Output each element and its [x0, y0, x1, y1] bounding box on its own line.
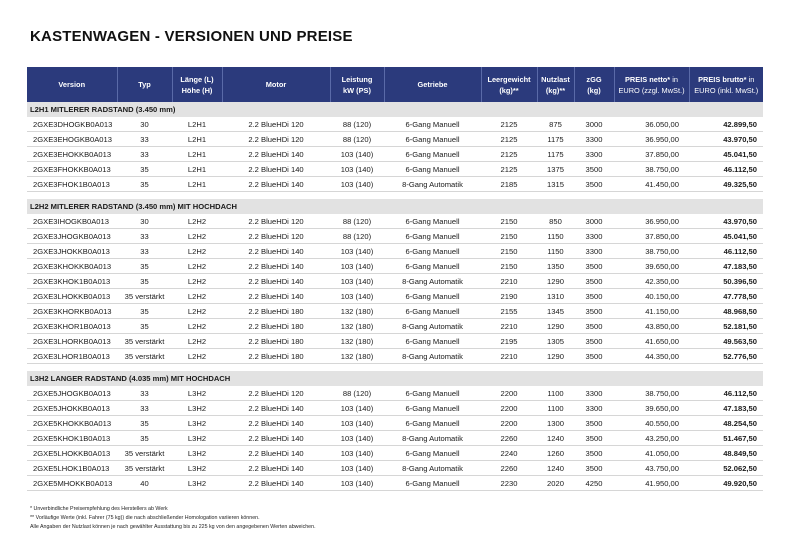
cell-motor: 2.2 BlueHDi 140	[222, 461, 330, 476]
cell-motor: 2.2 BlueHDi 140	[222, 274, 330, 289]
cell-leistung: 88 (120)	[330, 132, 384, 147]
cell-nutzlast: 2020	[537, 476, 574, 491]
cell-laenge-hoehe: L2H1	[172, 177, 222, 192]
cell-preis-brutto: 45.041,50	[689, 147, 763, 162]
cell-version: 2GXE5KHOKKB0A013	[27, 416, 117, 431]
cell-getriebe: 6-Gang Manuell	[384, 401, 481, 416]
cell-leistung: 132 (180)	[330, 319, 384, 334]
cell-version: 2GXE3LHORKB0A013	[27, 334, 117, 349]
cell-preis-netto: 41.450,00	[614, 177, 689, 192]
cell-typ: 30	[117, 117, 172, 132]
cell-laenge-hoehe: L2H2	[172, 229, 222, 244]
cell-laenge-hoehe: L2H2	[172, 259, 222, 274]
cell-version: 2GXE3EHOGKB0A013	[27, 132, 117, 147]
cell-nutzlast: 1310	[537, 289, 574, 304]
cell-preis-brutto: 42.899,50	[689, 117, 763, 132]
cell-typ: 35	[117, 416, 172, 431]
cell-getriebe: 6-Gang Manuell	[384, 259, 481, 274]
cell-leergewicht: 2200	[481, 416, 537, 431]
cell-preis-netto: 40.150,00	[614, 289, 689, 304]
cell-zgg: 3500	[574, 289, 614, 304]
cell-version: 2GXE3FHOK1B0A013	[27, 177, 117, 192]
cell-version: 2GXE3IHOGKB0A013	[27, 214, 117, 229]
cell-getriebe: 6-Gang Manuell	[384, 446, 481, 461]
table-row	[27, 162, 763, 177]
section-title: L2H1 MITLERER RADSTAND (3.450 mm)	[27, 102, 763, 117]
cell-preis-brutto: 52.062,50	[689, 461, 763, 476]
section-spacer	[27, 192, 763, 200]
cell-preis-netto: 38.750,00	[614, 244, 689, 259]
table-row	[27, 461, 763, 476]
cell-motor: 2.2 BlueHDi 140	[222, 244, 330, 259]
footnote: Alle Angaben der Nutzlast können je nach gewählter Ausstattung bis zu 225 kg von den angegebenen Werten abweichen.	[30, 524, 316, 530]
cell-typ: 35 verstärkt	[117, 349, 172, 364]
cell-nutzlast: 1375	[537, 162, 574, 177]
footnote: * Unverbindliche Preisempfehlung des Herstellers ab Werk	[30, 506, 168, 512]
cell-getriebe: 6-Gang Manuell	[384, 214, 481, 229]
cell-leistung: 132 (180)	[330, 334, 384, 349]
cell-leergewicht: 2230	[481, 476, 537, 491]
cell-leergewicht: 2125	[481, 117, 537, 132]
cell-leistung: 103 (140)	[330, 162, 384, 177]
cell-laenge-hoehe: L3H2	[172, 386, 222, 401]
cell-nutzlast: 1175	[537, 132, 574, 147]
cell-motor: 2.2 BlueHDi 120	[222, 229, 330, 244]
cell-laenge-hoehe: L3H2	[172, 416, 222, 431]
cell-nutzlast: 1150	[537, 229, 574, 244]
table-row	[27, 349, 763, 364]
cell-typ: 33	[117, 244, 172, 259]
cell-preis-brutto: 49.325,50	[689, 177, 763, 192]
section-spacer-cell	[27, 192, 763, 200]
cell-version: 2GXE5JHOGKB0A013	[27, 386, 117, 401]
cell-motor: 2.2 BlueHDi 140	[222, 446, 330, 461]
col-header-getriebe: Getriebe	[384, 67, 481, 102]
table-row	[27, 229, 763, 244]
cell-typ: 33	[117, 401, 172, 416]
cell-preis-brutto: 49.920,50	[689, 476, 763, 491]
table-body	[27, 102, 763, 491]
cell-leergewicht: 2150	[481, 244, 537, 259]
cell-nutzlast: 850	[537, 214, 574, 229]
table-row	[27, 177, 763, 192]
cell-getriebe: 6-Gang Manuell	[384, 132, 481, 147]
table-row	[27, 304, 763, 319]
cell-leistung: 103 (140)	[330, 274, 384, 289]
cell-laenge-hoehe: L3H2	[172, 446, 222, 461]
cell-laenge-hoehe: L2H2	[172, 274, 222, 289]
footnote: ** Vorläufige Werte (inkl. Fahrer (75 kg)) die nach abschließender Homologation variieren können.	[30, 515, 260, 521]
cell-getriebe: 6-Gang Manuell	[384, 162, 481, 177]
cell-typ: 33	[117, 132, 172, 147]
section-header-row	[27, 102, 763, 117]
cell-leergewicht: 2240	[481, 446, 537, 461]
cell-leistung: 103 (140)	[330, 289, 384, 304]
col-header-laenge-hoehe: Länge (L) Höhe (H)	[172, 67, 222, 102]
cell-motor: 2.2 BlueHDi 140	[222, 416, 330, 431]
cell-leergewicht: 2125	[481, 147, 537, 162]
cell-preis-brutto: 52.776,50	[689, 349, 763, 364]
cell-preis-netto: 36.950,00	[614, 132, 689, 147]
cell-leistung: 103 (140)	[330, 416, 384, 431]
col-header-zgg: zGG (kg)	[574, 67, 614, 102]
cell-preis-brutto: 46.112,50	[689, 162, 763, 177]
cell-leergewicht: 2200	[481, 401, 537, 416]
cell-version: 2GXE3LHOKKB0A013	[27, 289, 117, 304]
cell-typ: 33	[117, 229, 172, 244]
cell-typ: 33	[117, 386, 172, 401]
cell-zgg: 3500	[574, 416, 614, 431]
table-row	[27, 416, 763, 431]
cell-motor: 2.2 BlueHDi 180	[222, 304, 330, 319]
cell-leergewicht: 2125	[481, 132, 537, 147]
section-spacer	[27, 364, 763, 372]
cell-getriebe: 6-Gang Manuell	[384, 229, 481, 244]
cell-laenge-hoehe: L3H2	[172, 431, 222, 446]
cell-preis-brutto: 48.254,50	[689, 416, 763, 431]
cell-laenge-hoehe: L2H2	[172, 244, 222, 259]
cell-nutzlast: 1315	[537, 177, 574, 192]
table-row	[27, 214, 763, 229]
cell-leistung: 132 (180)	[330, 304, 384, 319]
cell-version: 2GXE3JHOGKB0A013	[27, 229, 117, 244]
cell-preis-netto: 37.850,00	[614, 229, 689, 244]
cell-preis-brutto: 48.849,50	[689, 446, 763, 461]
cell-typ: 35 verstärkt	[117, 334, 172, 349]
cell-motor: 2.2 BlueHDi 180	[222, 349, 330, 364]
cell-leergewicht: 2210	[481, 274, 537, 289]
cell-preis-netto: 40.550,00	[614, 416, 689, 431]
cell-version: 2GXE5JHOKKB0A013	[27, 401, 117, 416]
cell-preis-netto: 37.850,00	[614, 147, 689, 162]
cell-preis-netto: 41.950,00	[614, 476, 689, 491]
cell-motor: 2.2 BlueHDi 120	[222, 214, 330, 229]
cell-preis-brutto: 43.970,50	[689, 214, 763, 229]
cell-laenge-hoehe: L2H1	[172, 162, 222, 177]
cell-preis-netto: 36.950,00	[614, 214, 689, 229]
cell-zgg: 3500	[574, 446, 614, 461]
col-header-motor: Motor	[222, 67, 330, 102]
cell-leergewicht: 2210	[481, 319, 537, 334]
cell-leistung: 103 (140)	[330, 147, 384, 162]
cell-motor: 2.2 BlueHDi 140	[222, 259, 330, 274]
cell-getriebe: 8-Gang Automatik	[384, 319, 481, 334]
cell-laenge-hoehe: L2H1	[172, 117, 222, 132]
cell-zgg: 3000	[574, 117, 614, 132]
cell-typ: 35 verstärkt	[117, 461, 172, 476]
page-title: KASTENWAGEN - VERSIONEN UND PREISE	[30, 28, 353, 45]
cell-zgg: 3300	[574, 401, 614, 416]
cell-motor: 2.2 BlueHDi 140	[222, 476, 330, 491]
cell-motor: 2.2 BlueHDi 120	[222, 132, 330, 147]
cell-preis-brutto: 47.183,50	[689, 259, 763, 274]
cell-preis-netto: 41.050,00	[614, 446, 689, 461]
cell-laenge-hoehe: L3H2	[172, 401, 222, 416]
cell-motor: 2.2 BlueHDi 180	[222, 334, 330, 349]
cell-getriebe: 8-Gang Automatik	[384, 431, 481, 446]
cell-preis-brutto: 52.181,50	[689, 319, 763, 334]
table-row	[27, 132, 763, 147]
cell-getriebe: 8-Gang Automatik	[384, 349, 481, 364]
cell-zgg: 3300	[574, 386, 614, 401]
cell-version: 2GXE5MHOKKB0A013	[27, 476, 117, 491]
table-row	[27, 431, 763, 446]
cell-version: 2GXE3FHOKKB0A013	[27, 162, 117, 177]
cell-leistung: 103 (140)	[330, 476, 384, 491]
cell-motor: 2.2 BlueHDi 120	[222, 117, 330, 132]
cell-nutzlast: 1100	[537, 401, 574, 416]
cell-leergewicht: 2260	[481, 461, 537, 476]
cell-typ: 35	[117, 274, 172, 289]
cell-leergewicht: 2150	[481, 214, 537, 229]
section-header-row	[27, 199, 763, 214]
cell-leergewicht: 2150	[481, 229, 537, 244]
cell-zgg: 3300	[574, 132, 614, 147]
cell-zgg: 3500	[574, 304, 614, 319]
cell-getriebe: 6-Gang Manuell	[384, 476, 481, 491]
cell-typ: 35	[117, 162, 172, 177]
cell-getriebe: 6-Gang Manuell	[384, 334, 481, 349]
cell-nutzlast: 1260	[537, 446, 574, 461]
cell-leistung: 88 (120)	[330, 117, 384, 132]
cell-nutzlast: 875	[537, 117, 574, 132]
cell-leistung: 88 (120)	[330, 214, 384, 229]
cell-preis-brutto: 47.778,50	[689, 289, 763, 304]
col-header-version: Version	[27, 67, 117, 102]
col-header-leergewicht: Leergewicht (kg)**	[481, 67, 537, 102]
cell-preis-netto: 44.350,00	[614, 349, 689, 364]
col-header-preis-netto: PREIS netto* in EURO (zzgl. MwSt.)	[614, 67, 689, 102]
cell-laenge-hoehe: L3H2	[172, 461, 222, 476]
cell-nutzlast: 1240	[537, 431, 574, 446]
cell-preis-netto: 41.650,00	[614, 334, 689, 349]
cell-typ: 35	[117, 259, 172, 274]
cell-motor: 2.2 BlueHDi 140	[222, 431, 330, 446]
cell-leergewicht: 2155	[481, 304, 537, 319]
cell-zgg: 3500	[574, 334, 614, 349]
cell-nutzlast: 1305	[537, 334, 574, 349]
cell-laenge-hoehe: L2H2	[172, 214, 222, 229]
cell-motor: 2.2 BlueHDi 140	[222, 162, 330, 177]
cell-zgg: 3500	[574, 431, 614, 446]
cell-laenge-hoehe: L2H2	[172, 334, 222, 349]
table-row	[27, 117, 763, 132]
section-spacer-cell	[27, 364, 763, 372]
cell-nutzlast: 1300	[537, 416, 574, 431]
col-header-preis-brutto: PREIS brutto* in EURO (inkl. MwSt.)	[689, 67, 763, 102]
cell-preis-brutto: 46.112,50	[689, 386, 763, 401]
cell-motor: 2.2 BlueHDi 140	[222, 289, 330, 304]
cell-typ: 33	[117, 147, 172, 162]
cell-leistung: 103 (140)	[330, 431, 384, 446]
cell-getriebe: 6-Gang Manuell	[384, 304, 481, 319]
cell-version: 2GXE3KHOK1B0A013	[27, 274, 117, 289]
cell-leergewicht: 2150	[481, 259, 537, 274]
cell-version: 2GXE5LHOKKB0A013	[27, 446, 117, 461]
cell-zgg: 4250	[574, 476, 614, 491]
cell-zgg: 3300	[574, 244, 614, 259]
cell-version: 2GXE3KHOR1B0A013	[27, 319, 117, 334]
cell-leistung: 88 (120)	[330, 229, 384, 244]
cell-leistung: 132 (180)	[330, 349, 384, 364]
table-row	[27, 476, 763, 491]
cell-version: 2GXE3EHOKKB0A013	[27, 147, 117, 162]
cell-preis-brutto: 45.041,50	[689, 229, 763, 244]
cell-nutzlast: 1345	[537, 304, 574, 319]
cell-zgg: 3500	[574, 461, 614, 476]
cell-getriebe: 6-Gang Manuell	[384, 117, 481, 132]
cell-getriebe: 6-Gang Manuell	[384, 289, 481, 304]
cell-nutzlast: 1290	[537, 349, 574, 364]
cell-zgg: 3300	[574, 229, 614, 244]
cell-preis-netto: 39.650,00	[614, 259, 689, 274]
cell-typ: 35 verstärkt	[117, 446, 172, 461]
cell-leergewicht: 2125	[481, 162, 537, 177]
footnotes	[30, 505, 316, 532]
cell-preis-netto: 43.250,00	[614, 431, 689, 446]
table-row	[27, 446, 763, 461]
cell-zgg: 3500	[574, 274, 614, 289]
cell-typ: 40	[117, 476, 172, 491]
cell-nutzlast: 1290	[537, 319, 574, 334]
cell-motor: 2.2 BlueHDi 140	[222, 177, 330, 192]
cell-version: 2GXE3KHOKKB0A013	[27, 259, 117, 274]
table-row	[27, 289, 763, 304]
cell-leistung: 103 (140)	[330, 446, 384, 461]
cell-laenge-hoehe: L2H1	[172, 132, 222, 147]
cell-zgg: 3500	[574, 259, 614, 274]
cell-laenge-hoehe: L3H2	[172, 476, 222, 491]
cell-motor: 2.2 BlueHDi 180	[222, 319, 330, 334]
cell-leergewicht: 2210	[481, 349, 537, 364]
cell-version: 2GXE3DHOGKB0A013	[27, 117, 117, 132]
table-row	[27, 319, 763, 334]
cell-nutzlast: 1100	[537, 386, 574, 401]
table-header-row	[27, 67, 763, 102]
col-header-leistung: Leistung kW (PS)	[330, 67, 384, 102]
cell-typ: 35	[117, 304, 172, 319]
cell-leistung: 103 (140)	[330, 177, 384, 192]
cell-nutzlast: 1175	[537, 147, 574, 162]
section-header-row	[27, 371, 763, 386]
cell-nutzlast: 1240	[537, 461, 574, 476]
cell-laenge-hoehe: L2H2	[172, 349, 222, 364]
cell-zgg: 3500	[574, 177, 614, 192]
cell-nutzlast: 1350	[537, 259, 574, 274]
cell-zgg: 3500	[574, 319, 614, 334]
cell-typ: 35 verstärkt	[117, 289, 172, 304]
cell-laenge-hoehe: L2H2	[172, 289, 222, 304]
cell-typ: 35	[117, 319, 172, 334]
table-row	[27, 386, 763, 401]
cell-version: 2GXE3KHORKB0A013	[27, 304, 117, 319]
cell-getriebe: 6-Gang Manuell	[384, 147, 481, 162]
col-header-nutzlast: Nutzlast (kg)**	[537, 67, 574, 102]
cell-getriebe: 6-Gang Manuell	[384, 386, 481, 401]
cell-preis-brutto: 43.970,50	[689, 132, 763, 147]
cell-nutzlast: 1150	[537, 244, 574, 259]
cell-preis-netto: 38.750,00	[614, 386, 689, 401]
cell-version: 2GXE5LHOK1B0A013	[27, 461, 117, 476]
cell-nutzlast: 1290	[537, 274, 574, 289]
cell-version: 2GXE3LHOR1B0A013	[27, 349, 117, 364]
cell-leistung: 103 (140)	[330, 259, 384, 274]
section-title: L3H2 LANGER RADSTAND (4.035 mm) MIT HOCHDACH	[27, 371, 763, 386]
cell-preis-netto: 42.350,00	[614, 274, 689, 289]
cell-typ: 30	[117, 214, 172, 229]
cell-preis-netto: 43.750,00	[614, 461, 689, 476]
cell-zgg: 3300	[574, 147, 614, 162]
cell-getriebe: 8-Gang Automatik	[384, 177, 481, 192]
cell-version: 2GXE5KHOK1B0A013	[27, 431, 117, 446]
table-row	[27, 401, 763, 416]
cell-leergewicht: 2190	[481, 289, 537, 304]
cell-zgg: 3500	[574, 349, 614, 364]
cell-preis-brutto: 49.563,50	[689, 334, 763, 349]
cell-motor: 2.2 BlueHDi 140	[222, 147, 330, 162]
cell-leergewicht: 2195	[481, 334, 537, 349]
cell-getriebe: 8-Gang Automatik	[384, 274, 481, 289]
cell-leergewicht: 2185	[481, 177, 537, 192]
cell-preis-brutto: 50.396,50	[689, 274, 763, 289]
cell-leergewicht: 2260	[481, 431, 537, 446]
table-row	[27, 274, 763, 289]
table-row	[27, 244, 763, 259]
table-row	[27, 259, 763, 274]
cell-version: 2GXE3JHOKKB0A013	[27, 244, 117, 259]
cell-laenge-hoehe: L2H1	[172, 147, 222, 162]
cell-preis-netto: 41.150,00	[614, 304, 689, 319]
cell-leistung: 103 (140)	[330, 401, 384, 416]
col-header-typ: Typ	[117, 67, 172, 102]
cell-zgg: 3000	[574, 214, 614, 229]
cell-preis-brutto: 51.467,50	[689, 431, 763, 446]
cell-preis-netto: 38.750,00	[614, 162, 689, 177]
cell-laenge-hoehe: L2H2	[172, 304, 222, 319]
cell-preis-brutto: 48.968,50	[689, 304, 763, 319]
table-row	[27, 147, 763, 162]
cell-typ: 35	[117, 431, 172, 446]
cell-getriebe: 8-Gang Automatik	[384, 461, 481, 476]
price-table	[27, 67, 763, 491]
cell-preis-netto: 43.850,00	[614, 319, 689, 334]
cell-leergewicht: 2200	[481, 386, 537, 401]
cell-getriebe: 6-Gang Manuell	[384, 416, 481, 431]
table-row	[27, 334, 763, 349]
section-title: L2H2 MITLERER RADSTAND (3.450 mm) MIT HOCHDACH	[27, 199, 763, 214]
cell-preis-brutto: 47.183,50	[689, 401, 763, 416]
cell-typ: 35	[117, 177, 172, 192]
cell-motor: 2.2 BlueHDi 120	[222, 386, 330, 401]
cell-leistung: 88 (120)	[330, 386, 384, 401]
cell-preis-netto: 39.650,00	[614, 401, 689, 416]
cell-preis-brutto: 46.112,50	[689, 244, 763, 259]
cell-getriebe: 6-Gang Manuell	[384, 244, 481, 259]
cell-leistung: 103 (140)	[330, 244, 384, 259]
cell-motor: 2.2 BlueHDi 140	[222, 401, 330, 416]
cell-zgg: 3500	[574, 162, 614, 177]
cell-laenge-hoehe: L2H2	[172, 319, 222, 334]
cell-preis-netto: 36.050,00	[614, 117, 689, 132]
cell-leistung: 103 (140)	[330, 461, 384, 476]
